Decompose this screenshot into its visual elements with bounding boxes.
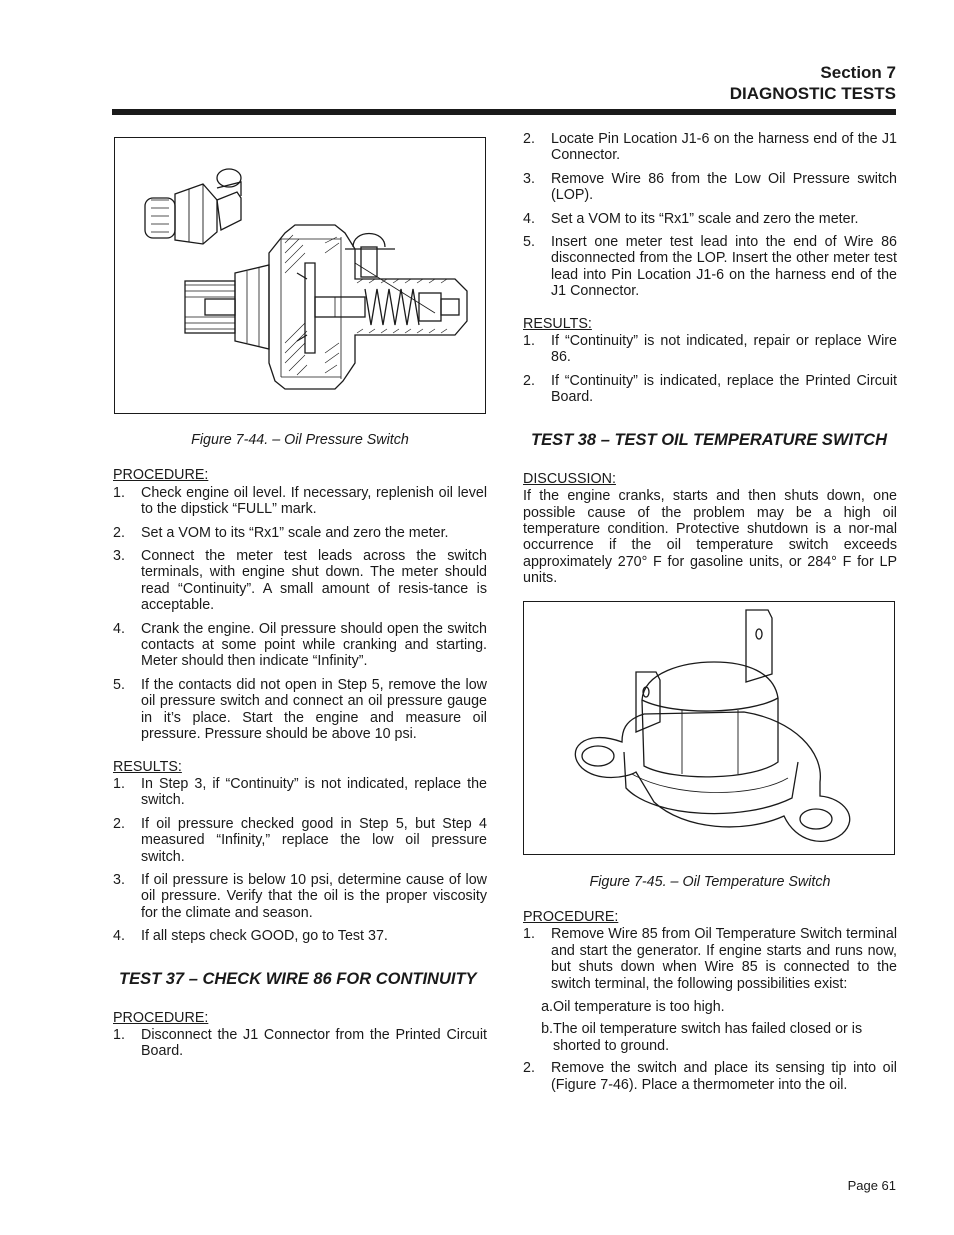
test-37-heading: TEST 37 – CHECK WIRE 86 FOR CONTINUITY — [119, 969, 477, 988]
item-text: Set a VOM to its “Rx1” scale and zero the meter. — [141, 524, 449, 541]
item-number: 3. — [113, 548, 125, 565]
item-text: Locate Pin Location J1-6 on the harness end of the J1 Connector. — [551, 131, 897, 164]
item-text: Insert one meter test lead into the end of Wire 86 disconnected from the LOP. Insert the other meter test lead into Pin Location J1-6 on the harness end of the J1 Connector. — [551, 234, 897, 300]
item-number: 1. — [113, 484, 125, 501]
test-37-procedure-label: PROCEDURE: — [113, 1009, 209, 1026]
figure-7-44-caption: Figure 7-44. – Oil Pressure Switch — [191, 432, 409, 448]
procedure-label: PROCEDURE: — [523, 908, 619, 925]
list-item — [113, 548, 487, 614]
procedure-list — [113, 485, 487, 743]
figure-7-45-caption: Figure 7-45. – Oil Temperature Switch — [589, 873, 831, 890]
discussion-text: If the engine cranks, starts and then shuts down, one possible cause of the problem may be a high oil temperature condition. Protective shutdown is a nor-mal occurrence if the oil temperature switch exceeds approximately 270° F for gasoline units, or 284° F for LP units. — [523, 488, 897, 587]
item-text: Disconnect the J1 Connector from the Printed Circuit Board. — [141, 1026, 487, 1060]
item-text: Connect the meter test leads across the switch terminals, with engine shut down. The meter should read “Continuity”. A small amount of resis-tance is acceptable. — [141, 548, 487, 614]
item-number: 2. — [113, 524, 125, 541]
item-text: The oil temperature switch has failed closed or is shorted to ground. — [553, 1021, 863, 1054]
item-text: Remove the switch and place its sensing tip into oil (Figure 7-46). Place a thermometer into the oil. — [551, 1060, 897, 1093]
item-letter: a. — [541, 998, 553, 1015]
results-list — [523, 333, 897, 406]
item-text: Set a VOM to its “Rx1” scale and zero the meter. — [551, 210, 859, 227]
procedure-list — [523, 926, 897, 992]
procedure-list-continued — [523, 1060, 897, 1093]
list-item — [113, 621, 487, 670]
oil-pressure-switch-illustration — [115, 138, 484, 412]
item-text: If “Continuity” is indicated, replace the Printed Circuit Board. — [551, 372, 897, 406]
item-number: 2. — [523, 131, 535, 147]
sub-list — [523, 999, 897, 1054]
item-text: If the contacts did not open in Step 5, remove the low oil pressure switch and connect an oil pressure gauge in it’s place. Start the engine and measure oil pressure. Pressure should be above 10 psi. — [141, 676, 487, 743]
oil-temperature-switch-illustration — [524, 602, 893, 853]
list-item — [523, 926, 897, 992]
item-text: If all steps check GOOD, go to Test 37. — [141, 928, 388, 945]
item-text: Crank the engine. Oil pressure should open the switch contacts at some point while cranking and starting. Meter should then indicate “Infinity”. — [141, 620, 487, 670]
item-number: 1. — [113, 1026, 125, 1043]
oil-pressure-switch-figure — [114, 137, 486, 414]
test-37-procedure-continued — [523, 131, 897, 300]
results-list — [113, 776, 487, 945]
item-number: 2. — [523, 1060, 535, 1077]
list-item — [113, 872, 487, 921]
right-column — [523, 131, 897, 1100]
test-38-heading: TEST 38 – TEST OIL TEMPERATURE SWITCH — [531, 430, 888, 449]
left-column — [113, 131, 487, 1067]
discussion-label: DISCUSSION: — [523, 470, 616, 487]
list-item — [523, 234, 897, 300]
list-item — [113, 1027, 487, 1060]
results-label: RESULTS: — [113, 758, 182, 775]
list-item — [113, 485, 487, 518]
item-number: 1. — [523, 926, 535, 943]
item-text: Remove Wire 86 from the Low Oil Pressure switch (LOP). — [551, 170, 897, 204]
page-number: Page 61 — [847, 1178, 896, 1193]
list-item — [523, 171, 897, 204]
item-text: Remove Wire 85 from Oil Temperature Switch terminal and start the generator. If engine starts and runs now, but shuts down when Wire 85 is connected to the switch terminal, the following possibilities exist: — [551, 926, 897, 992]
list-item — [523, 999, 897, 1015]
item-number: 5. — [113, 676, 125, 693]
list-item — [113, 525, 487, 541]
results-label: RESULTS: — [523, 315, 592, 332]
item-letter: b. — [541, 1021, 553, 1038]
list-item — [523, 1060, 897, 1093]
list-item — [523, 211, 897, 227]
section-title: DIAGNOSTIC TESTS — [729, 84, 896, 103]
page-header — [730, 62, 896, 104]
list-item — [523, 333, 897, 366]
item-text: In Step 3, if “Continuity” is not indicated, replace the switch. — [141, 775, 487, 809]
list-item — [113, 816, 487, 865]
item-number: 4. — [113, 928, 125, 945]
item-text: If “Continuity” is not indicated, repair or replace Wire 86. — [551, 333, 897, 366]
item-text: Oil temperature is too high. — [553, 998, 725, 1015]
header-rule — [112, 109, 896, 115]
procedure-label: PROCEDURE: — [113, 467, 209, 484]
item-number: 4. — [523, 210, 535, 227]
list-item — [523, 131, 897, 164]
item-number: 2. — [523, 372, 535, 389]
test-37-procedure-list — [113, 1027, 487, 1060]
item-text: If oil pressure is below 10 psi, determine cause of low oil pressure. Verify that the oil is the proper viscosity for the climate and season. — [141, 871, 487, 921]
item-text: Check engine oil level. If necessary, replenish oil level to the dipstick “FULL” mark. — [141, 484, 487, 518]
list-item — [523, 373, 897, 406]
section-number: Section 7 — [820, 63, 896, 82]
list-item — [113, 776, 487, 809]
item-number: 3. — [113, 871, 125, 888]
oil-temperature-switch-figure — [523, 601, 895, 855]
list-item — [523, 1021, 897, 1054]
item-number: 3. — [523, 170, 535, 187]
item-number: 4. — [113, 620, 125, 637]
item-text: If oil pressure checked good in Step 5, but Step 4 measured “Infinity,” replace the low oil pressure switch. — [141, 815, 487, 865]
item-number: 5. — [523, 234, 535, 251]
item-number: 1. — [523, 333, 535, 350]
list-item — [113, 928, 487, 944]
item-number: 2. — [113, 815, 125, 832]
list-item — [113, 677, 487, 743]
item-number: 1. — [113, 775, 125, 792]
